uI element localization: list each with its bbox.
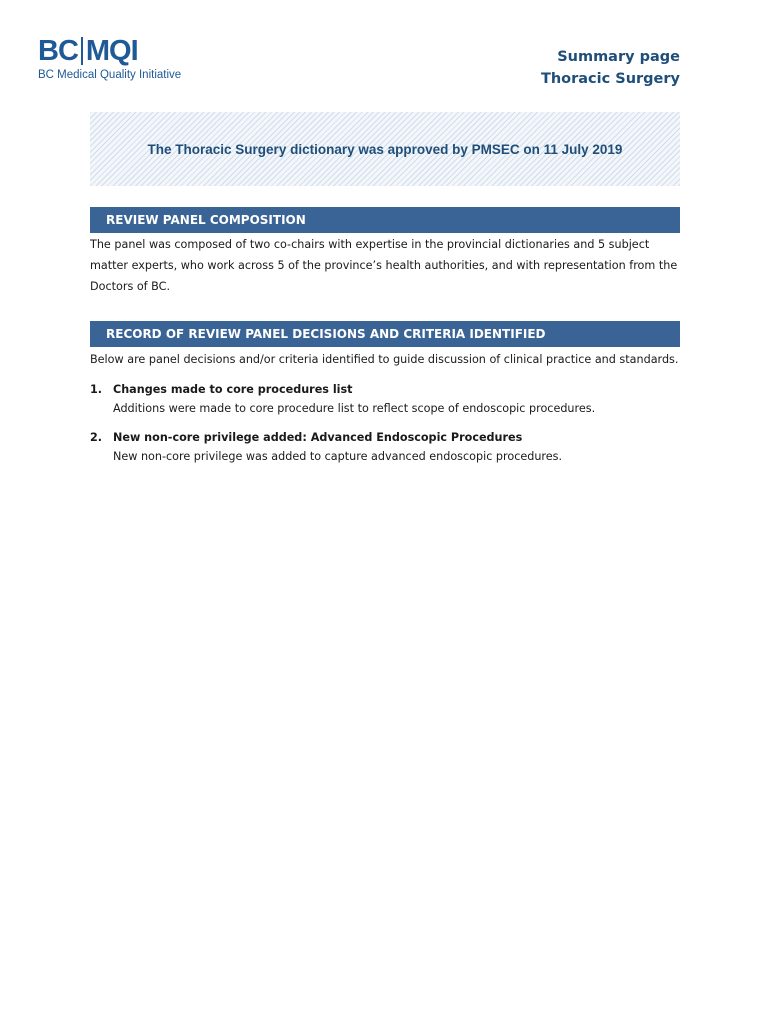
list-item [90, 428, 680, 466]
logo-divider [81, 37, 83, 65]
decisions-list [90, 380, 680, 476]
list-item-heading: New non-core privilege added: Advanced Endoscopic Procedures [113, 431, 523, 444]
list-item-description: Additions were made to core procedure list to reflect scope of endoscopic procedures. [113, 402, 596, 415]
decisions-intro-paragraph: Below are panel decisions and/or criteria identified to guide discussion of clinical practice and standards. [90, 353, 679, 366]
section-header-decisions: RECORD OF REVIEW PANEL DECISIONS AND CRITERIA IDENTIFIED [90, 321, 680, 347]
list-item [90, 380, 680, 418]
list-item-heading: Changes made to core procedures list [113, 383, 353, 396]
page-heading-line2: Thoracic Surgery [540, 71, 680, 87]
list-item-body [113, 380, 680, 418]
approval-text: The Thoracic Surgery dictionary was approved by PMSEC on 11 July 2019 [147, 141, 623, 157]
logo-mark-left: BC [38, 35, 78, 67]
list-item-description: New non-core privilege was added to capture advanced endoscopic procedures. [113, 450, 563, 463]
logo-subtitle: BC Medical Quality Initiative [38, 69, 182, 81]
page-heading [541, 46, 680, 90]
list-item-number: 1. [90, 383, 103, 396]
logo-mark [38, 36, 198, 66]
review-panel-paragraph: The panel was composed of two co-chairs with expertise in the provincial dictionaries and 5 subject matter experts, who work across 5 of the province’s health authorities, and with representation from the Doctors of BC. [90, 238, 678, 293]
logo-mark-right: MQI [85, 35, 138, 67]
section-header-review-panel: REVIEW PANEL COMPOSITION [90, 207, 680, 233]
list-item-number: 2. [90, 431, 103, 444]
page-heading-line1: Summary page [557, 49, 680, 65]
list-item-body [113, 428, 680, 466]
bcmqi-logo [38, 36, 198, 84]
approval-banner [90, 112, 680, 186]
